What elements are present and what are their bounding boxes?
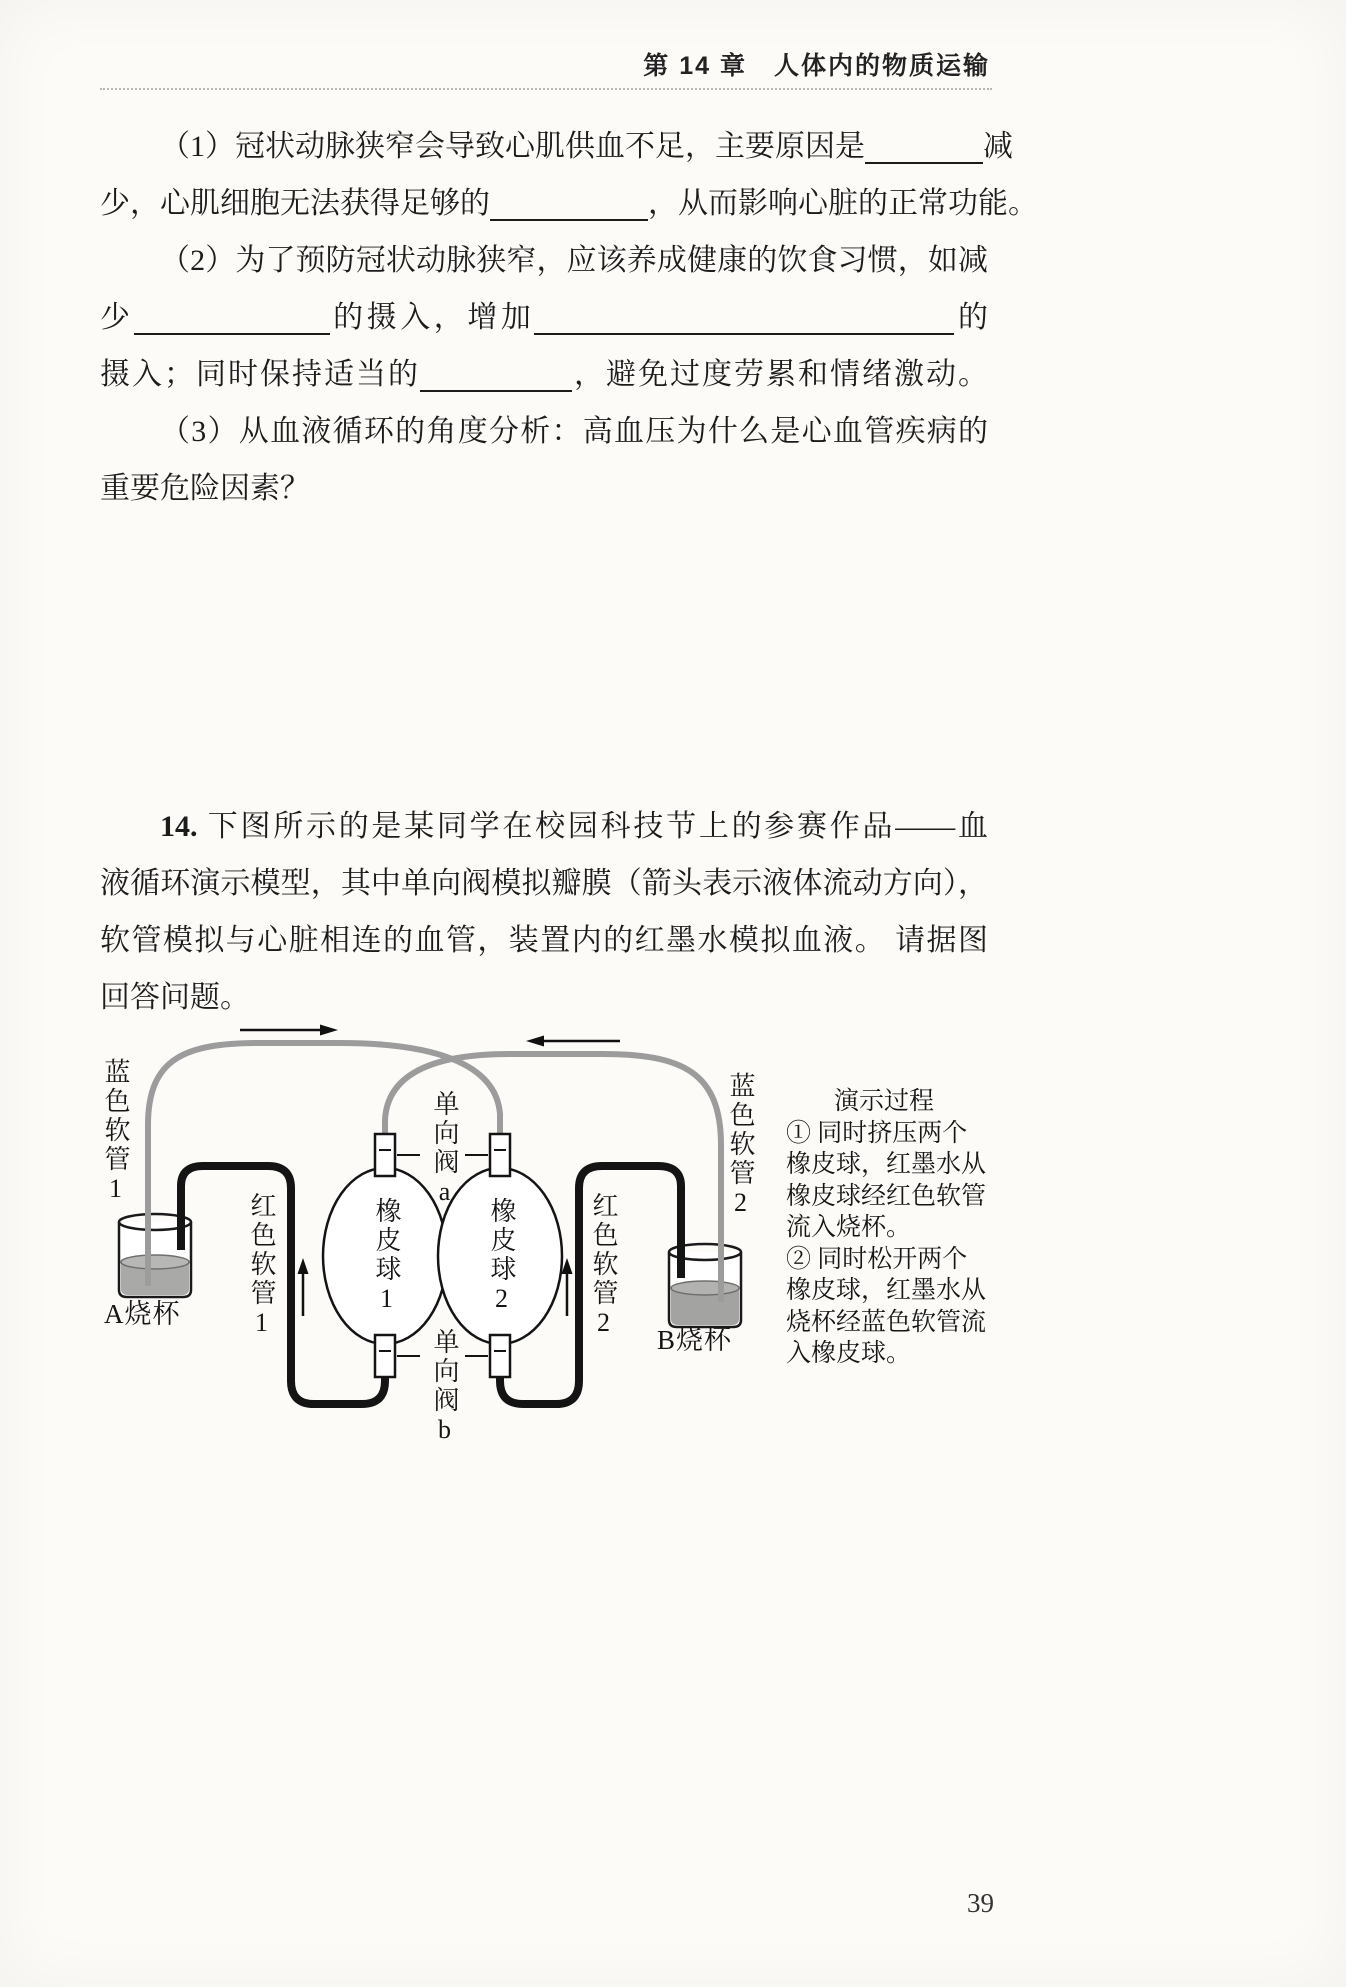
flow-arrow-up-right	[562, 1258, 573, 1316]
demo-line: ② 同时松开两个	[786, 1245, 968, 1273]
chapter-header: 第 14 章 人体内的物质运输	[643, 52, 990, 80]
answer-blank	[490, 217, 648, 221]
demo-line: 橡皮球经红色软管	[786, 1182, 987, 1210]
text-line	[100, 912, 988, 969]
flow-arrow-left	[526, 1036, 620, 1047]
demo-line: ① 同时挤压两个	[786, 1119, 968, 1147]
text-run: 的摄入，增加	[329, 301, 535, 334]
text-run: （3）从血液循环的角度分析：高血压为什么是心血管疾病的	[160, 415, 988, 448]
flow-arrow-right	[240, 1025, 338, 1036]
text-run: 液循环演示模型，其中单向阀模拟瓣膜（箭头表示液体流动方向），	[100, 867, 988, 900]
text-run: 下图所示的是某同学在校园科技节上的参赛作品——血	[197, 810, 988, 843]
demo-line: 入橡皮球。	[786, 1340, 912, 1367]
text-line	[100, 232, 988, 289]
label-blue-tube-1: 蓝色软管1	[101, 1058, 130, 1206]
header-divider	[100, 88, 992, 90]
label-rubber-ball-2: 橡皮球2	[487, 1196, 516, 1316]
text-run: 重要危险因素？	[100, 472, 310, 505]
text-run: 少，心肌细胞无法获得足够的	[100, 187, 490, 220]
text-run: （2）为了预防冠状动脉狭窄，应该养成健康的饮食习惯，如减	[160, 244, 988, 277]
text-run: ，从而影响心脏的正常功能。	[648, 187, 1038, 220]
page-number: 39	[967, 1888, 994, 1918]
label-red-tube-2: 红色软管2	[589, 1192, 618, 1340]
demo-line: 橡皮球，红墨水从	[786, 1277, 987, 1304]
label-valve-b: 单向阀b	[430, 1328, 459, 1447]
answer-blank	[134, 331, 330, 335]
text-run: 回答问题。	[100, 981, 250, 1014]
text-line	[100, 855, 988, 912]
demo-title: 演示过程	[834, 1088, 935, 1115]
text-run: 的	[954, 301, 989, 334]
label-blue-tube-2: 蓝色软管2	[726, 1072, 755, 1220]
text-line	[100, 798, 988, 855]
text-run: 摄入；同时保持适当的	[100, 358, 420, 391]
text-line	[100, 175, 1038, 232]
text-line	[100, 118, 1013, 175]
demo-line: 橡皮球，红墨水从	[786, 1151, 987, 1178]
demo-process	[786, 1086, 1004, 1370]
text-line	[100, 403, 988, 460]
text-line	[100, 289, 988, 346]
answer-blank	[534, 331, 954, 335]
text-run: 软管模拟与心脏相连的血管，装置内的红墨水模拟血液。 请据图	[100, 924, 988, 957]
label-beaker-a: A烧杯	[104, 1299, 181, 1329]
label-rubber-ball-1: 橡皮球1	[372, 1196, 401, 1316]
text-line	[100, 460, 988, 517]
answer-blank	[865, 160, 983, 164]
demo-steps	[786, 1118, 1004, 1370]
text-run: 14.	[160, 810, 198, 843]
label-beaker-b: B烧杯	[657, 1325, 733, 1355]
demo-line: 流入烧杯。	[786, 1214, 912, 1241]
text-run: （1）冠状动脉狭窄会导致心肌供血不足，主要原因是	[160, 130, 865, 163]
question-13	[100, 118, 1038, 517]
question-14	[100, 798, 988, 1026]
text-run: ，避免过度劳累和情绪激动。	[572, 358, 988, 391]
demo-line: 烧杯经蓝色软管流	[786, 1308, 987, 1336]
label-valve-a: 单向阀a	[430, 1090, 459, 1209]
label-red-tube-1: 红色软管1	[247, 1192, 276, 1340]
text-run: 少	[100, 301, 134, 334]
flow-arrow-up-left	[298, 1258, 309, 1316]
answer-blank	[420, 388, 572, 392]
text-line	[100, 346, 988, 403]
text-run: 减	[983, 130, 1013, 163]
